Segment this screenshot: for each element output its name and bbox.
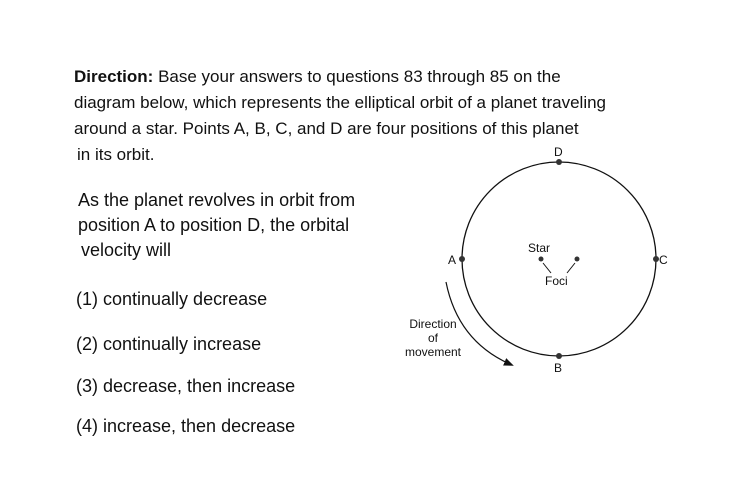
point-a-label: A	[448, 253, 457, 267]
direction-line-4: in its orbit.	[77, 145, 155, 164]
orbit-ellipse	[462, 162, 656, 356]
answer-choice-2[interactable]: (2) continually increase	[76, 334, 262, 354]
star-label: Star	[528, 241, 551, 255]
foci-label: Foci	[545, 274, 568, 288]
point-a-dot	[459, 256, 465, 262]
direction-text-1: Base your answers to questions 83 through 85 on the	[158, 67, 561, 86]
point-d-label: D	[554, 145, 563, 159]
point-b-dot	[556, 353, 562, 359]
question-line-2: position A to position D, the orbital	[78, 215, 350, 235]
answer-choice-1[interactable]: (1) continually decrease	[76, 289, 268, 309]
point-b-label: B	[554, 361, 563, 375]
direction-line-3: around a star. Points A, B, C, and D are four positions of this planet	[74, 119, 579, 138]
question-line-3: velocity will	[81, 240, 172, 260]
question-line-1: As the planet revolves in orbit from	[78, 190, 356, 210]
foci-pointer-right	[567, 263, 575, 273]
direction-of-movement-line-1: Direction	[409, 317, 457, 331]
direction-line-2: diagram below, which represents the elliptical orbit of a planet traveling	[74, 93, 607, 112]
focus-star-dot	[539, 257, 544, 262]
direction-of-movement-line-3: movement	[404, 345, 462, 359]
answer-choice-3[interactable]: (3) decrease, then increase	[76, 376, 296, 396]
point-d-dot	[556, 159, 562, 165]
direction-label: Direction:	[74, 67, 154, 86]
direction-of-movement-line-2: of	[427, 331, 439, 345]
point-c-label: C	[659, 253, 668, 267]
focus-empty-dot	[575, 257, 580, 262]
foci-pointer-left	[543, 263, 551, 273]
answer-choice-4[interactable]: (4) increase, then decrease	[76, 416, 296, 436]
